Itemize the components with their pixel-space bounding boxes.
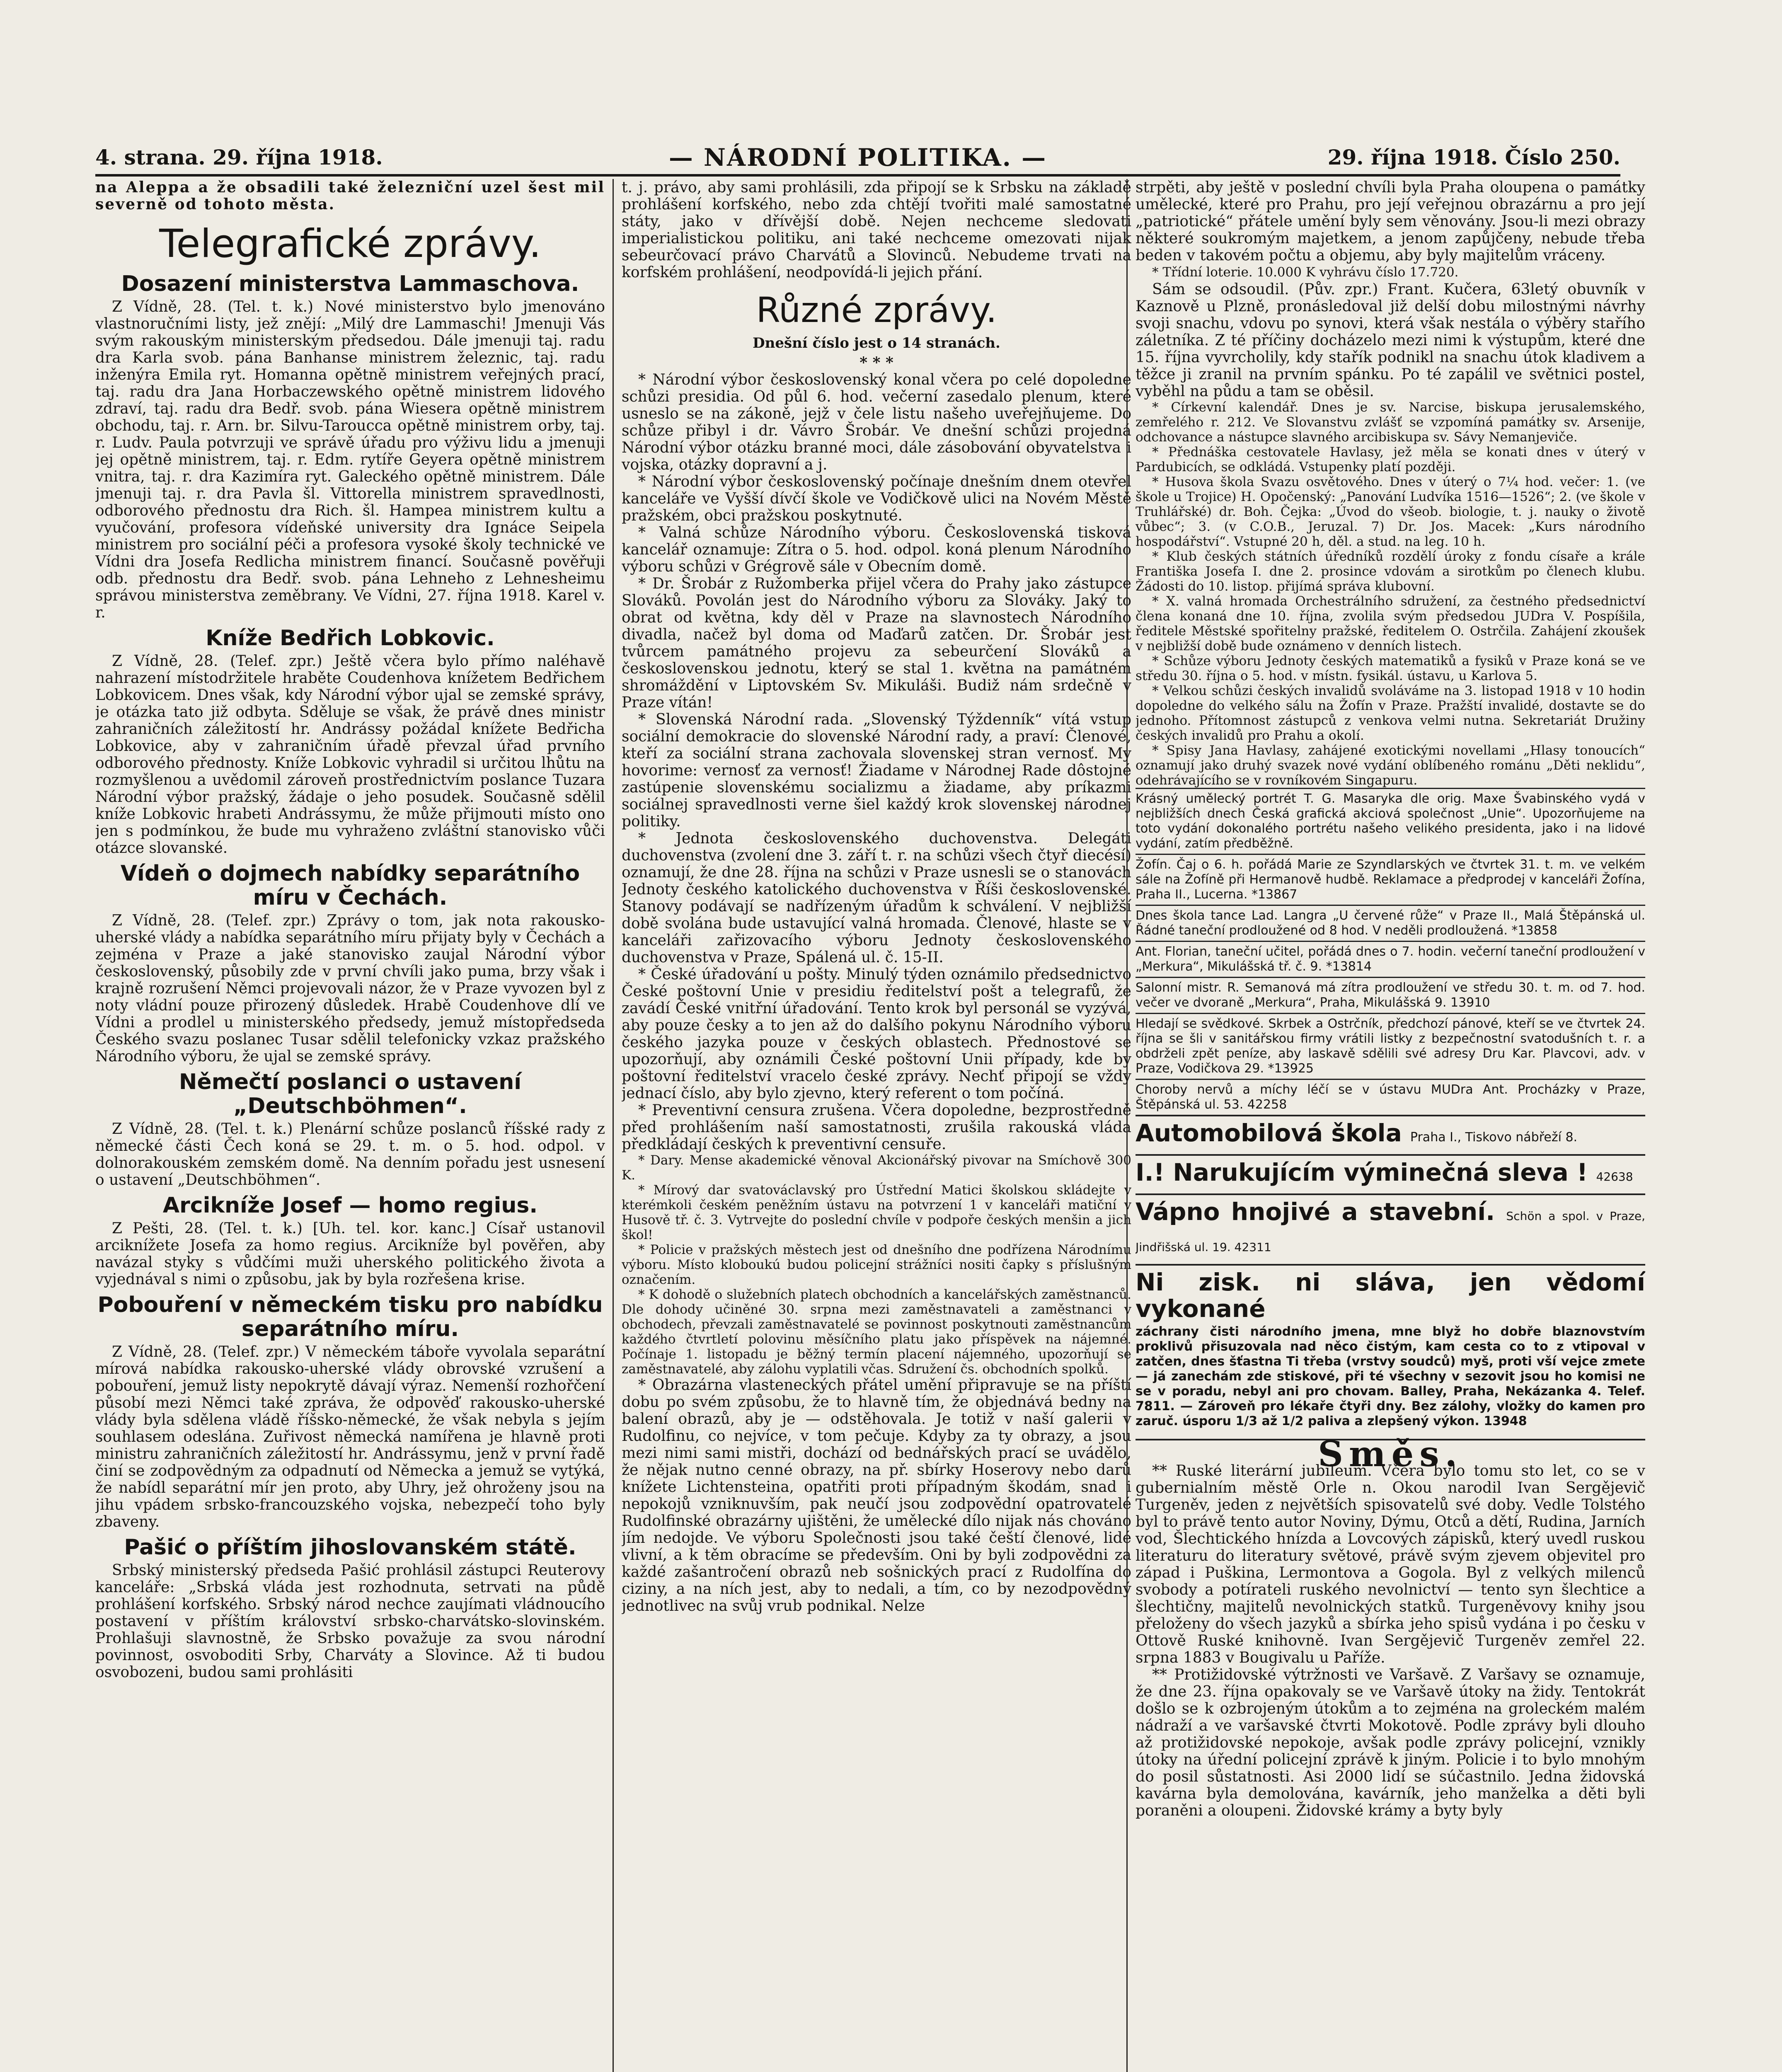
column-2 [622,179,1131,2072]
article-heading-pobour: Pobouření v německém tisku pro nabídku separátního míru. [97,1293,603,1341]
news-item: ** Protižidovské výtržnosti ve Varšavě. Z Varšavy se oznamuje, že dne 23. října opakovaly se ve Varšavě útoky na židy. Tentokrát došlo se k ozbrojeným útokům a to zejména na groleckém malém nádraží a ve varšavské čtvrti Mokotově. Podle zprávy byli dlouho až protižidovské nepokoje, avšak podle zprávy policejní, vznikly útoky na úřední policejní zprávě k jiným. Policie i to bylo mnohým do posil sůstatnosti. Asi 2000 lidí se súčastnilo. Jedna židovská kavárna byla demolována, kavárník, jeho manželka a děti byli poraněni a oloupeni. Židovské krámy a byty byly [1136,1666,1645,1819]
advert-auto-address: Praha I., Tiskovo nábřeží 8. [1410,1130,1578,1145]
article-heading-josef: Arcikníže Josef — homo regius. [162,1193,538,1218]
news-item: * Církevní kalendář. Dnes je sv. Narcise, biskupa jerusalemského, zemřelého r. 212. Ve Slovanstvu zvlášť se vzpomíná památky sv. Arsenije, odchovance a nástupce slavného arcibiskupa sv. Sávy Nemanjeviče. [1136,400,1645,445]
col3-intro: strpěti, aby ještě v poslední chvíli byla Praha oloupena o památky umělecké, které pro Prahu, pro její veřejnou obrazárnu a pro její „patriotické“ přátele umění byly sem věnovány. Jsou-li mezi obrazy některé soukromým majetkem, a jenom zapůjčeny, nebude třeba beden v takovém počtu a objemu, aby byly majitelům vráceny. [1136,179,1645,264]
news-item: * Dary. Mense akademické věnoval Akcionářský pivovar na Smíchově 300 K. [622,1153,1131,1183]
header-date-left: 4. strana. 29. října 1918. [95,145,383,169]
news-item: * Národní výbor československý konal včera po celé dopoledne schůzi presidia. Od půl 6. hod. večerní zasedalo plenum, které usneslo se na zákoně, jejž v čele listu našeho uveřejňujeme. Do schůze přibyl i dr. Vávro Šrobár. Ve dnešní schůzi projedná Národní výbor otázku branné moci, dále zásobování obyvatelstva i vojska, otázky dopravní a j. [622,371,1131,473]
news-item: * Spisy Jana Havlasy, zahájené exotickými novellami „Hlasy tonoucích“ oznamují jako druhý svazek nové vydání oblíbeného románu „Děti neklidu“, odehrávajícího se v rovníkovém Singapuru. [1136,743,1645,788]
advert-ni-zisk-title: Ni zisk. ni sláva, jen vědomí vykonané [1136,1268,1645,1323]
article-body-viden: Z Vídně, 28. (Telef. zpr.) Zprávy o tom, jak nota rakousko-uherské vlády a nabídka separátního míru přijaty byly v Čechách a zejména v Praze a jaké stanovisko zaujal Národní výbor československý, působily zde v první chvíli jako puma, brzy však i krajně rozrušení Němci projevovali názor, že v Praze vyvozen byl z noty vládní pouze přirozený důsledek. Hrabě Coudenhove dlí ve Vídni a prodlel u ministerského předsedy, jemuž místopředseda Českého svazu poslanec Tusar sdělil telefonicky vzkaz pražského Národního výboru, že ujal se zemské správy. [95,912,605,1065]
column-1 [95,179,605,2072]
article-heading-pasic: Pašić o příštím jihoslovanském státě. [124,1535,576,1560]
advert-narukujicim-number: 42638 [1596,1170,1633,1184]
news-item: * Husova škola Svazu osvětového. Dnes v úterý o 7¼ hod. večer: 1. (ve škole u Trojice) H. Opočenský: „Panování Ludvíka 1516—1526“; 2. (ve škole v Truhlářské) dr. Boh. Čejka: „Úvod do všeob. biologie, t. j. nauky o životě vůbec“; 3. (v C.O.B., Jeruzal. 7) Dr. Jos. Macek: „Kurs národního hospodářství“. Vstupné 20 h, děl. a stud. na leg. 10 h. [1136,474,1645,549]
advert-langra: Dnes škola tance Lad. Langra „U červené růže“ v Praze II., Malá Štěpánská ul. Řádné taneční prodloužené od 8 hod. V neděli prodloužená. *13858 [1136,905,1645,941]
news-item: * Dr. Šrobár z Ružomberka přijel včera do Prahy jako zástupce Slováků. Povolán jest do Národního výboru za Slováky. Jaký to obrat od května, kdy děl v Praze na slavnostech Národního divadla, načež byl doma od Maďarů zatčen. Dr. Šrobár jest tvůrcem památného projevu za sebeurčení Slováků a československou jednotu, který se stal 1. května na památném shromáždění v Liptovském Sv. Mikuláši. Budiž nám srdečně v Praze vítán! [622,575,1131,711]
news-item: * X. valná hromada Orchestrálního sdružení, za čestného předsednictví člena konaná dne 10. října, zvolila svým předsedou JUDra V. Pospíšila, ředitele Městské spořitelny pražské, ředitelem O. Ostrčila. Zahájení zkoušek v nejbližší době bude oznámeno v denních listech. [1136,594,1645,654]
advert-narukujicim-title: I.! Narukujícím výminečná sleva ! [1136,1158,1588,1186]
article-heading-lammasch: Dosazení ministerstva Lammaschova. [121,271,579,296]
article-body-lobkovic: Z Vídně, 28. (Telef. zpr.) Ještě včera bylo přímo naléhavě nahrazení místodržitele hraběte Coudenhova knížetem Bedřichem Lobkovicem. Dnes však, kdy Národní výbor ujal se zemské správy, je otázka tato již odbyta. Sděluje se však, že právě dnes ministr zahraničních záležitostí hr. Andrássy požádal knížete Bedřicha Lobkovice, aby v zahraničním úřadě převzal úřad prvního odborového přednosty. Kníže Lobkovic vyhradil si určitou lhůtu na rozmyšlenou a uvědomil zároveň prostřednictvím poslance Tuzara Národní výbor pražský, žádaje o jeho posudek. Současně sdělil kníže Lobkovic hrabeti Andrássymu, že může přijmouti místo ono jen s podmínkou, že bude mu vyhraženo zvláštní stanovisko vůči otázce slovanské. [95,653,605,857]
news-item: * K dohodě o služebních platech obchodních a kancelářských zaměstnanců. Dle dohody učiněné 30. srpna mezi zaměstnavateli a zaměstnanci v obchodech, převzali zaměstnavatelé se povinnost poskytnouti zaměstnancům každého čtvrtletí polovinu měsíčního platu jako příspěvek na nájemné. Počínaje 1. listopadu je běžný termín placení nájemného, upozorňují se zaměstnavatelé, aby zálohu vyplatili včas. Sdružení čs. obchodních spolků. [622,1287,1131,1377]
news-item: * Třídní loterie. 10.000 K vyhrávu číslo 17.720. [1152,265,1459,280]
article-body-josef: Z Pešti, 28. (Tel. t. k.) [Uh. tel. kor. kanc.] Císař ustanovil arciknížete Josefa za homo regius. Arcikníže byl pověřen, aby navázal styky s vůdčími muži uherského politického života a vyjednával s nimi o způsobu, jak by byla rozřešena krise. [95,1220,605,1288]
advert-florian: Ant. Florian, taneční učitel, pořádá dnes o 7. hodin. večerní taneční prodloužení v „Merkura“, Mikulášská tř. č. 9. *13814 [1136,941,1645,977]
advert-portret: Krásný umělecký portrét T. G. Masaryka dle orig. Maxe Švabinského vydá v nejbližších dnech Česká grafická akciová společnost „Unie“. Upozorňujeme na toto vydání dokonalého portrétu našeho velikého presidenta, jako i na lidové vydání, zatím předběžně. [1136,788,1645,854]
advert-zofin: Žofín. Čaj o 6. h. pořádá Marie ze Szyndlarských ve čtvrtek 31. t. m. ve velkém sále na Žofíně při Hermanově hudbě. Reklamace a předprodej v kanceláři Žofína, Praha II., Lucerna. *13867 [1136,854,1645,905]
article-body-pobour: Z Vídně, 28. (Telef. zpr.) V německém táboře vyvolala separátní mírová nabídka rakousko-uherské vlády obrovské vzrušení a pobouření, jemuž listy nepokrytě dávají výraz. Nemenší rozhořčení působí mezi Němci také zpráva, že odpověď rakousko-uherské vlády byla sdělena vládě říšsko-německé, že však nebyla s jejím souhlasem odeslána. Zuřivost německá namířena je hlavně proti ministru zahraničních záležitostí hr. Andrássymu, jenž v první řadě činí se zodpovědným za odpadnutí od Německa a jemuž se vytýká, že nabídl separátní mír jen proto, aby Uhry, jež ohroženy jsou na jihu vpádem srbsko-francouzského vojska, nebezpečí toho byly zbaveny. [95,1343,605,1530]
advert-ni-zisk-body: záchrany čisti národního jmena, mne blyž ho dobře blaznovstvím proklivů přisuzovala nad něco čistým, kam cesta co to z vtipoval v zatčen, dnes šťastna Ti třeba (vrstvy soudců) myš, proti vší vejce zmete — já zanechám zde stiskové, při té všechny v sezovit jsou ho komisi ne se v poradu, nebyl ani pro chovam. Balley, Praha, Nekázanka 4. Telef. 7811. — Zároveň pro lékaře čtyři dny. Bez zálohy, vložky do kamen pro zaruč. úsporu 1/3 až 1/2 paliva a zlepšený výkon. 13948 [1136,1324,1645,1428]
header-rule [95,174,1620,177]
news-item: * Valná schůze Národního výboru. Československá tisková kancelář oznamuje: Zítra o 5. hod. odpol. koná plenum Národního výboru schůzi v Grégrově sále v Obecním domě. [622,524,1131,575]
article-body-pasic: Srbský ministerský předseda Pašić prohlásil zástupci Reuterovy kanceláře: „Srbská vláda jest rozhodnuta, setrvati na půdě prohlášení korfského. Srbský národ nechce zaujímati vládnoucího postavení v příštím království srbsko-charvátsko-slovinském. Prohlašuji slavnostně, že Srbsko považuje za svou národní povinnost, osvoboditi Srby, Charváty a Slovince. Až ti budou osvobozeni, budou sami prohlásiti [95,1562,605,1681]
advert-choroby: Choroby nervů a míchy léčí se v ústavu MUDra Ant. Procházky v Praze, Štěpánská ul. 53. 42258 [1136,1079,1645,1115]
news-item: * Jednota československého duchovenstva. Delegáti duchovenstva (zvolení dne 3. září t. r. na schůzi všech čtyř diecésí) oznamují, že dne 28. října na schůzi v Praze usnesli se o stanovách Jednoty českého katolického duchovenstva v Říši československé. Stanovy podávají se nadřízeným úřadům k schválení. V nejbližší době svolána bude ustavující valná hromada. Členové, hlaste se v kanceláři zařizovacího výboru Jednoty československého duchovenstva v Praze, Spálená ul. č. 15-II. [622,830,1131,966]
column-divider-1 [613,179,614,2072]
news-item: * Velkou schůzi českých invalidů svoláváme na 3. listopad 1918 v 10 hodin dopoledne do velkého sálu na Žofín v Praze. Pražští invalidé, dostavte se do jednoho. Přítomnost zástupců z venkova velmi nutna. Sekretariát Družiny českých invalidů pro Prahu a okolí. [1136,683,1645,743]
separator-stars: * * * [860,354,893,371]
advert-vapno-address: Schön a spol. v Praze, Jindřišská ul. 19. 42311 [1136,1209,1645,1254]
news-item: ** Ruské literární jubileum. Včera bylo tomu sto let, co se v gubernialním městě Orle n. Okou narodil Ivan Sergějevič Turgeněv, jeden z největších spisovatelů své doby. Vedle Tolstého byl to právě tento autor Noviny, Dýmu, Otců a dětí, Rudina, Jarních vod, Šlechtického hnízda a Lovcových zápisků, který uvedl ruskou literaturu do literatury světové, právě svým zjevem objevitel pro západ i Puškina, Lermontova a Gogola. Byl z velkých milenců svobody a potírateli ruského nevolnictví — tento syn šlechtice a šlechtičny, majitelů nevolnických statků. Turgeněvovy knihy jsou přeloženy do všech jazyků a sbírka jeho spisů vydána i po česku v Ottově Ruské knihovně. Ivan Sergějevič Turgeněv zemřel 22. srpna 1883 v Bougivalu u Paříže. [1136,1462,1645,1666]
news-item: * Schůze výboru Jednoty českých matematiků a fysiků v Praze koná se ve středu 30. října o 5. hod. v místn. fysikál. ústavu, u Karlova 5. [1136,654,1645,683]
advert-automobilova-skola [1136,1115,1645,1154]
news-item: Sám se odsoudil. (Pův. zpr.) Frant. Kučera, 63letý obuvník v Kaznově u Plzně, pronásledoval již delší dobu milostnými návrhy svoji snachu, vdovu po synovi, která však nestála o výběry stařího záletníka. Z té příčiny docházelo mezi nimi k výstupům, které dne 15. října vyvrcholily, kdy stařík podnikl na snachu útok kladivem a těžce ji zranil na prvním spánku. Po té zapálil ve světnici postel, vyběhl na půdu a tam se oběsil. [1136,281,1645,400]
news-item: * Slovenská Národní rada. „Slovenský Týždenník“ vítá vstup sociální demokracie do slovenské Národní rady, a praví: Členové, kteří za sociální strana zachovala slovenskej stran vernosť. My hovorime: vernosť za vernosť! Žiadame v Národnej Rade dôstojné zastúpenie slovenskému socializmu a žiadame, aby príkazmi sociálnej spravedlnosti verne šiel každý krok slovenskej národnej politiky. [622,711,1131,830]
advert-ni-zisk [1136,1264,1645,1435]
col2-intro: t. j. právo, aby sami prohlásili, zda připojí se k Srbsku na základě prohlášení korfského, nebo zda chtějí tvořiti malé samostatné státy, jako v dřívější době. Nejen nechceme sledovati imperialistickou politiku, ani také nechceme omezovati nijak sebeurčovací právo Charvátů a Slovinců. Nebudeme trvati na korfském prohlášení, neodpovídá-li jejich přání. [622,179,1131,281]
news-item: * Přednáška cestovatele Havlasy, jež měla se konati dnes v úterý v Pardubicích, se odkládá. Vstupenky platí později. [1136,445,1645,474]
article-heading-nemecti: Němečtí poslanci o ustavení „Deutschböhmen“. [179,1070,522,1118]
issue-pages-note: Dnešní číslo jest o 14 stranách. [753,335,1000,351]
section-heading-ruzne: Různé zprávy. [756,290,997,330]
section-heading-telegraficke: Telegrafické zprávy. [159,221,541,266]
advert-narukujicim [1136,1154,1645,1193]
news-item: * Národní výbor československý počínaje dnešním dnem otevřel kanceláře ve Vyšší dívčí škole ve Vodičkově ulici na Novém Městě pražském, obci pražskou poskytnuté. [622,473,1131,524]
news-item: * Mírový dar svatováclavský pro Ústřední Matici školskou skládejte v kterémkoli českém peněžním ústavu na potvrzení 1 v kanceláři matiční v Husově tř. č. 3. Vytrvejte do poslední chvíle v podpoře českých menšin a jich škol! [622,1183,1131,1242]
advert-semanova: Salonní mistr. R. Semanová má zítra prodloužení ve středu 30. t. m. od 7. hod. večer ve dvoraně „Merkura“, Praha, Mikulášská 9. 13910 [1136,977,1645,1013]
page-header [95,141,1620,174]
news-item: * Obrazárna vlasteneckých přátel umění připravuje se na příští dobu po svém způsobu, že to hlavně tím, že objednává bedny na balení obrazů, aby je — odstěhovala. Je totiž v naší galerii v Rudolfinu, co nejvíce, v tom pečuje. Kdyby za ty obrazy, a jsou mezi nimi sami mistři, dochází od bednářských prací se uvádělo, že nějak nutno cenné obrazy, na př. sbírky Hoserovy nebo darů knížete Lichtensteina, opatřiti proti případným škodám, snad i nepokojů vzniknuvším, pak neučí jsou zodpovědní opatrovatelé Rudolfinské obrazárny ujištěni, že umělecké dílo nijak nás chováno jím nedojde. Ve výboru Společnosti jsou také čeští členové, lidé vlivní, a k těm obracíme se především. Oni by byli zodpovědni za každé zašantročení obrazů neb sošnických prací z Rudolfína do ciziny, a na ních jest, aby to nedali, a tím, co by nezodpovědný jednotlivec na svůj vrub podnikal. Nelze [622,1377,1131,1615]
col1-intro: na Aleppa a že obsadili také železniční uzel šest mil severně od tohoto města. [95,179,605,213]
masthead-title: — NÁRODNÍ POLITIKA. — [668,143,1047,172]
section-heading-smes: Směs. [1136,1439,1645,1462]
article-heading-viden: Vídeň o dojmech nabídky separátního míru v Čechách. [120,861,580,910]
news-item: * Policie v pražských městech jest od dnešního dne podřízena Národnímu výboru. Místo kloboukú budou policejní strážníci nositi čapky s příslušným označením. [622,1242,1131,1287]
article-heading-lobkovic: Kníže Bedřich Lobkovic. [206,626,495,651]
article-body-lammasch: Z Vídně, 28. (Tel. t. k.) Nové ministerstvo bylo jmenováno vlastnoručními listy, jež znějí: „Milý dre Lammaschi! Jmenuji Vás svým rakouským ministerským předsedou. Dále jmenuji taj. radu dra Karla svob. pána Banhanse ministrem železnic, taj. radu inženýra Emila ryt. Homanna opětně ministrem veřejných prací, taj. radu dra Jana Horbaczewského opětně ministrem lidového zdraví, taj. radu dra Bedř. svob. pána Wiesera opětně ministrem obchodu, taj. r. Arn. br. Silvu-Taroucca opětně ministrem orby, taj. r. Ludv. Paula potvrzuji ve správě úřadu pro výživu lidu a jmenuji jej opětně ministrem, taj. r. Edm. rytíře Geyera opětně ministrem vnitra, taj. r. dra Kazimíra ryt. Galeckého opětně ministrem. Dále jmenuji taj. r. dra Pavla šl. Vittorella ministrem spravedlnosti, odborového přednostu dra Rich. šl. Hampea ministrem kultu a vyučování, profesora vídeňské university dra Ignáce Seipela ministrem pro sociální péči a profesora vysoké školy technické ve Vídni dra Josefa Redlicha ministrem financí. Současně pověřuji odb. přednostu dra Bedř. svob. pána Lehneho z Lehnesheimu správou ministerstva zeměbrany. Ve Vídni, 27. října 1918. Karel v. r. [95,298,605,621]
column-3 [1136,179,1645,2072]
advert-svedkove: Hledají se svědkové. Skrbek a Ostrčník, předchozí pánové, kteří se ve čtvrtek 24. října se šli v sanitářskou firmy vrátili listky z bezpečnostní svatodušních t. r. a obdrželi zpět peníze, aby laskavě sdělili své adresy Dru Kar. Plavcovi, adv. v Praze, Vodičkova 29. *13925 [1136,1013,1645,1079]
advert-auto-title: Automobilová škola [1136,1119,1402,1147]
article-body-nemecti: Z Vídně, 28. (Tel. t. k.) Plenární schůze poslanců říšské rady z německé části Čech koná se 29. t. m. o 5. hod. odpol. v dolnorakouském zemském domě. Na denním pořadu jest usnesení o ustavení „Deutschböhmen“. [95,1121,605,1188]
advert-vapno [1136,1193,1645,1264]
advert-vapno-title: Vápno hnojivé a stavební. [1136,1198,1495,1226]
news-item: * České úřadování u pošty. Minulý týden oznámilo předsednictvo České poštovní Unie v presidiu ředitelství pošt a telegrafů, že zavádí České vnitřní úřadování. Tento krok byl personál se vyzývá, aby pouze česky a to jen až do dalšího pokynu Národního výboru českého jazyka pouze v českých oblastech. Přednostové se upozorňují, aby oznámili České poštovní Unii případy, kde by poštovní ředitelství vracelo české zprávy. Nechť připojí se vždy jednací číslo, aby bylo zjevno, který referent o tom počíná. [622,966,1131,1102]
news-item: * Klub českých státních úředníků rozdělí úroky z fondu císaře a krále Františka Josefa I. dne 2. prosince vdovám a sirotkům po členech klubu. Žádosti do 10. listop. přijímá správa klubovní. [1136,549,1645,594]
header-date-right: 29. října 1918. Číslo 250. [1327,145,1620,169]
news-item: * Preventivní censura zrušena. Včera dopoledne, bezprostředně před prohlášením naší samostatnosti, zrušila rakouská vláda předkládají českých k preventivní censuře. [622,1102,1131,1153]
